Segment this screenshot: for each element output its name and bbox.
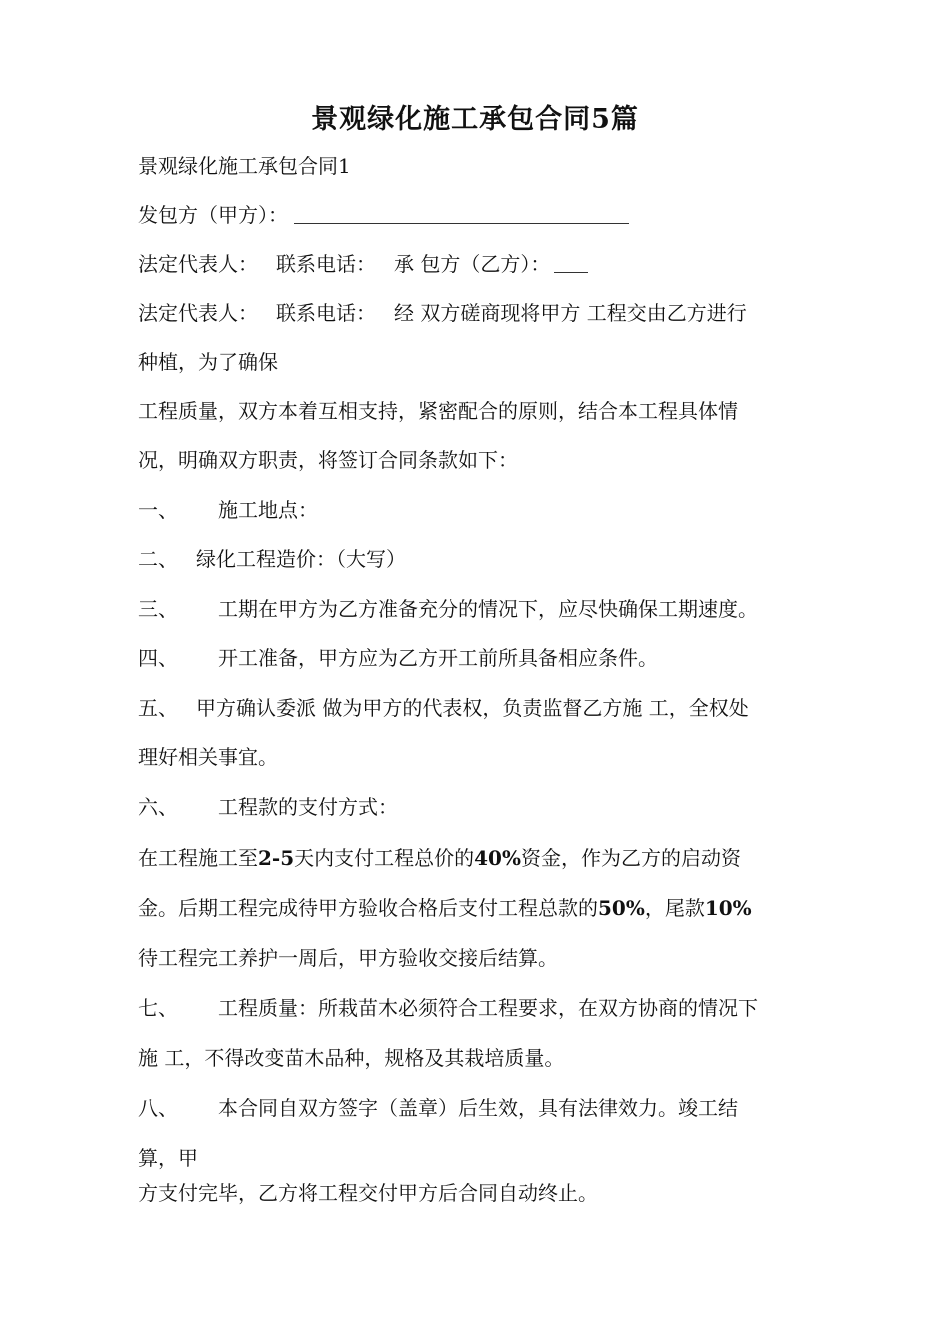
payment-percent-start: 40% (474, 846, 521, 870)
payment-line-2 (138, 895, 838, 921)
clause-8-continued-2: 方支付完毕，乙方将工程交付甲方后合同自动终止。 (138, 1181, 598, 1205)
paragraph-line: 工程质量，双方本着互相支持，紧密配合的原则，结合本工程具体情 (138, 399, 738, 423)
phone-label: 联系电话： (276, 301, 376, 325)
clause-7 (138, 995, 838, 1021)
party-b-blank[interactable] (554, 256, 588, 273)
clause-text: 施工地点： (218, 498, 318, 522)
payment-percent-final: 50% (598, 896, 645, 920)
clause-number: 五、 (138, 696, 178, 720)
clause-6 (138, 794, 838, 820)
clause-number: 六、 (138, 795, 178, 819)
clause-1 (138, 497, 838, 523)
paragraph-line: 种植，为了确保 (138, 350, 278, 374)
clause-text: 工期在甲方为乙方准备充分的情况下，应尽快确保工期速度。 (218, 597, 758, 621)
party-a-label: 发包方（甲方）： (138, 203, 288, 227)
phone-label: 联系电话： (276, 252, 376, 276)
contract-subtitle: 景观绿化施工承包合同1 (138, 154, 351, 178)
clause-text: 开工准备，甲方应为乙方开工前所具备相应条件。 (218, 646, 658, 670)
clause-number: 四、 (138, 646, 178, 670)
paragraph-line: 况，明确双方职责，将签订合同条款如下： (138, 448, 518, 472)
clause-text: 绿化工程造价：（大写） (196, 547, 406, 571)
clause-3 (138, 596, 838, 622)
document-title: 景观绿化施工承包合同5篇 (311, 104, 639, 135)
payment-text: 天内支付工程总价的 (294, 846, 475, 870)
rep-label: 法定代表人： (138, 252, 258, 276)
clause-8-continued: 算，甲 (138, 1146, 198, 1170)
clause-text: 甲方确认委派 做为甲方的代表权，负责监督乙方施 工，全权处 (196, 696, 749, 720)
clause-5-continued: 理好相关事宜。 (138, 745, 278, 769)
clause-number: 八、 (138, 1096, 178, 1120)
clause-8 (138, 1095, 838, 1121)
clause-number: 三、 (138, 597, 178, 621)
party-a-line (138, 202, 838, 228)
clause-number: 七、 (138, 996, 178, 1020)
representative-line-a (138, 251, 838, 277)
payment-percent-retention: 10% (704, 896, 752, 920)
payment-line-3: 待工程完工养护一周后，甲方验收交接后结算。 (138, 946, 558, 970)
clause-number: 一、 (138, 498, 178, 522)
clause-2 (138, 546, 838, 572)
party-b-label: 承 包方（乙方）： (394, 252, 551, 276)
clause-number: 二、 (138, 547, 178, 571)
payment-days: 2-5 (258, 846, 295, 870)
clause-text: 本合同自双方签字（盖章）后生效，具有法律效力。竣工结 (218, 1096, 738, 1120)
payment-text: ，尾款 (644, 896, 705, 920)
payment-text: 金。后期工程完成待甲方验收合格后支付工程总款的 (138, 896, 598, 920)
payment-line-1 (138, 845, 838, 871)
negotiation-text: 经 双方磋商现将甲方 工程交由乙方进行 (394, 301, 747, 325)
payment-text: 资金，作为乙方的启动资 (520, 846, 741, 870)
party-a-blank[interactable] (294, 205, 629, 224)
clause-text: 工程质量：所栽苗木必须符合工程要求，在双方协商的情况下 (218, 996, 758, 1020)
clause-5 (138, 695, 838, 721)
rep-label: 法定代表人： (138, 301, 258, 325)
payment-text: 在工程施工至 (138, 846, 258, 870)
representative-line-b (138, 300, 838, 326)
clause-7-continued: 施 工，不得改变苗木品种，规格及其栽培质量。 (138, 1046, 565, 1070)
clause-4 (138, 645, 838, 671)
clause-text: 工程款的支付方式： (218, 795, 398, 819)
